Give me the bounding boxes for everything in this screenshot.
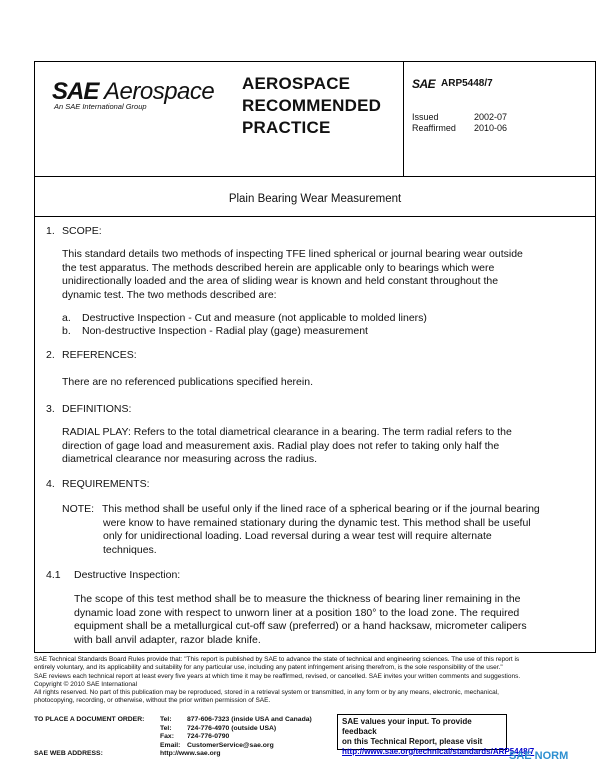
note-paragraph xyxy=(102,503,592,557)
sae-logo: SAE xyxy=(52,78,99,105)
web-label: SAE WEB ADDRESS: xyxy=(34,750,103,757)
text-line: only for unidirectional loading. Load reversal during a wear test will require alternate xyxy=(103,530,492,542)
section-heading-references: REFERENCES: xyxy=(62,349,137,361)
tel2-value: 724-776-4970 (outside USA) xyxy=(187,724,277,732)
list-item: Destructive Inspection - Cut and measure (not applicable to molded liners) xyxy=(82,312,427,324)
aerospace-wordmark: Aerospace xyxy=(104,78,215,105)
document-title: Plain Bearing Wear Measurement xyxy=(228,193,402,205)
tel2-label: Tel: xyxy=(160,724,172,732)
footer-line: Copyright © 2010 SAE International xyxy=(34,680,138,688)
list-label: a. xyxy=(62,312,71,324)
sae-small-logo: SAE xyxy=(412,77,436,91)
tel-value: 877-606-7323 (inside USA and Canada) xyxy=(187,716,312,723)
note-label: NOTE: xyxy=(62,503,95,515)
reaffirmed-value: 2010-06 xyxy=(474,123,508,133)
text-line: This method shall be useful only if the lined race of a spherical bearing or if the journal bearing xyxy=(102,503,540,515)
definitions-paragraph xyxy=(62,426,592,467)
text-line: were know to have remained stationary during the dynamic test. This method shall be useful xyxy=(103,516,531,529)
feedback-link[interactable]: http://www.sae.org/technical/standards/ARP5448/7 xyxy=(342,747,535,756)
document-number: ARP5448/7 xyxy=(441,78,493,89)
issued-value: 2002-07 xyxy=(474,112,508,122)
text-line: the test apparatus. The methods described herein are applicable only to bearings which were xyxy=(62,261,495,274)
text-line: direction of gage load and measurement axis. Radial play does not refer to taking only half the xyxy=(62,439,500,452)
feedback-box xyxy=(337,714,535,756)
text-line: RADIAL PLAY: Refers to the total diametrical clearance in a bearing. The term radial refers to the xyxy=(62,426,512,438)
fax-value: 724-776-0790 xyxy=(187,733,230,740)
reaffirmed-label: Reaffirmed xyxy=(412,123,456,133)
list-label: b. xyxy=(62,325,71,337)
section-heading-requirements: REQUIREMENTS: xyxy=(62,478,150,490)
text-line: with ball anvil adapter, razor blade knife. xyxy=(74,633,261,646)
header-divider xyxy=(34,176,596,177)
sae-norm-watermark: SAE NORM xyxy=(509,750,569,762)
section-heading-definitions: DEFINITIONS: xyxy=(62,403,132,415)
text-line: unidirectionally loaded and the area of sliding wear is known and held constant throughout the xyxy=(62,275,499,287)
document-type xyxy=(242,73,381,139)
footer-line: SAE reviews each technical report at least every five years at which time it may be reaffirmed, revised, or cancelled. SAE invites your written comments and suggestions. xyxy=(34,672,521,680)
list-item: Non-destructive Inspection - Radial play (gage) measurement xyxy=(82,325,368,337)
subsection-heading-destructive: Destructive Inspection: xyxy=(74,569,181,581)
text-line: equipment shall be a metallurgical cut-off saw (preferred) or a hand hacksaw, micrometer calipers xyxy=(74,620,527,632)
logo-subtitle: An SAE International Group xyxy=(54,102,147,111)
feedback-line: on this Technical Report, please visit xyxy=(342,737,483,746)
footer-legal xyxy=(34,656,596,706)
footer-line: All rights reserved. No part of this publication may be reproduced, stored in a retrieval system or transmitted, in any form or by any means, electronic, mechanical, xyxy=(34,689,499,697)
document-type-line: AEROSPACE xyxy=(242,74,351,93)
section-heading-scope: SCOPE: xyxy=(62,225,102,237)
text-line: The scope of this test method shall be to measure the thickness of bearing liner remaining in the xyxy=(74,593,521,605)
scope-paragraph xyxy=(62,248,592,302)
document-type-line: PRACTICE xyxy=(242,118,331,137)
destructive-paragraph xyxy=(74,593,594,647)
footer-line: SAE Technical Standards Board Rules provide that: "This report is published by SAE to advance the state of technical and engineering sciences. The use of this report is xyxy=(34,656,520,663)
section-number: 4. xyxy=(46,478,55,490)
text-line: diametrical clearance nor measuring across the radius. xyxy=(62,453,318,465)
email-label: Email: xyxy=(160,741,181,749)
section-number: 2. xyxy=(46,349,55,361)
email-value[interactable]: CustomerService@sae.org xyxy=(187,741,274,749)
subsection-number: 4.1 xyxy=(46,569,61,581)
text-line: techniques. xyxy=(103,543,157,556)
references-paragraph: There are no referenced publications specified herein. xyxy=(62,376,313,388)
document-type-line: RECOMMENDED xyxy=(242,96,382,115)
web-value[interactable]: http://www.sae.org xyxy=(160,750,221,757)
text-line: This standard details two methods of inspecting TFE lined spherical or journal bearing wear outside xyxy=(62,248,523,260)
fax-label: Fax: xyxy=(160,733,174,740)
tel-label: Tel: xyxy=(160,716,172,723)
footer-line: entirely voluntary, and its applicability and suitability for any particular use, including any patent infringement arising therefrom, is the sole responsibility of the user." xyxy=(34,664,503,672)
section-number: 3. xyxy=(46,403,55,415)
header-column-divider xyxy=(403,61,404,176)
footer-line: photocopying, recording, or otherwise, without the prior written permission of SAE. xyxy=(34,697,271,705)
text-line: dynamic load zone with respect to unworn liner at a position 180° to the load zone. The required xyxy=(74,606,520,619)
feedback-line: SAE values your input. To provide feedback xyxy=(342,717,472,736)
order-label: TO PLACE A DOCUMENT ORDER: xyxy=(34,716,145,723)
issued-label: Issued xyxy=(412,112,439,122)
title-divider xyxy=(34,216,596,217)
text-line: dynamic test. The two methods described are: xyxy=(62,288,277,301)
section-number: 1. xyxy=(46,225,55,237)
